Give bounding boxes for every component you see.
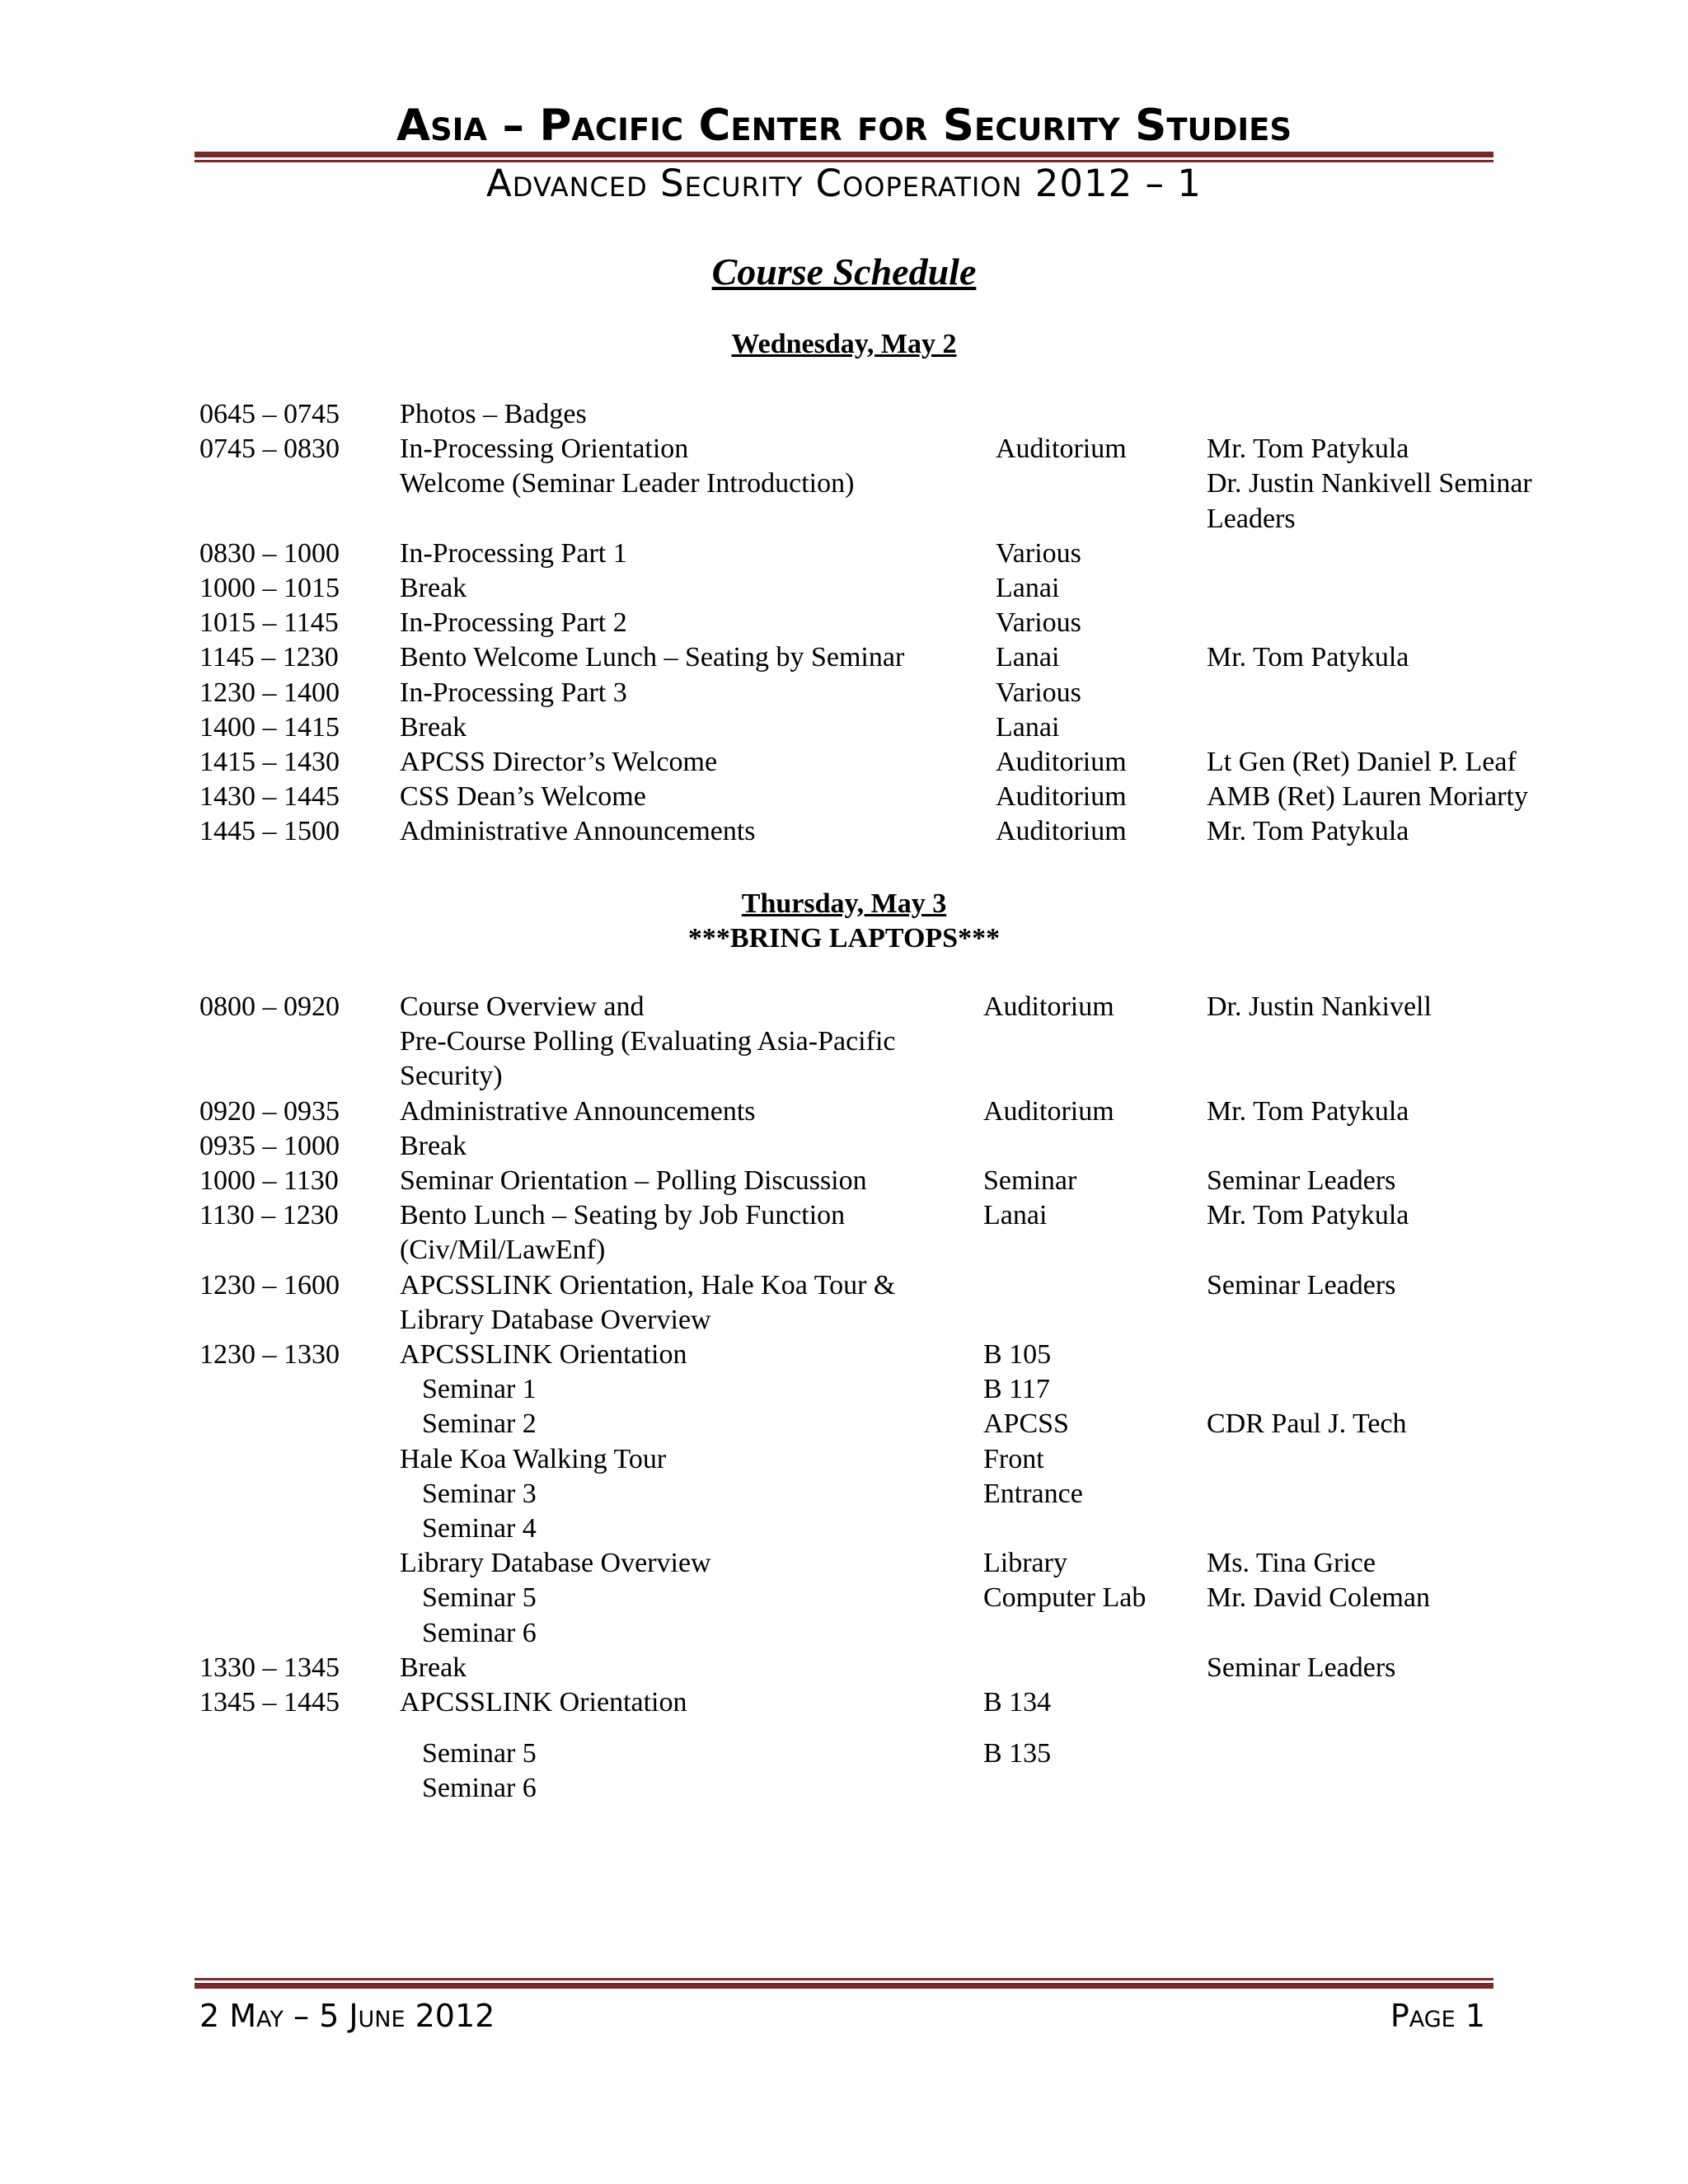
event-cell: Library Database Overview — [400, 1548, 711, 1579]
event-cell: Seminar 6 — [422, 1773, 537, 1804]
event-cell: Security) — [400, 1061, 503, 1092]
event-cell: Seminar 3 — [422, 1478, 537, 1509]
time-cell: 1015 – 1145 — [199, 607, 339, 639]
event-cell: Seminar 2 — [422, 1408, 537, 1440]
bring-laptops-note: ***BRING LAPTOPS*** — [687, 923, 1001, 954]
event-cell: Bento Lunch – Seating by Job Function — [400, 1200, 846, 1231]
event-cell: Break — [400, 711, 467, 743]
location-cell: B 134 — [983, 1687, 1052, 1718]
event-cell: Seminar 4 — [422, 1513, 537, 1544]
event-cell: Seminar Orientation – Polling Discussion — [400, 1165, 867, 1196]
location-cell: Various — [996, 537, 1081, 569]
event-cell: Administrative Announcements — [400, 1095, 756, 1127]
event-cell: APCSS Director’s Welcome — [400, 747, 718, 777]
event-cell: Photos – Badges — [400, 399, 587, 429]
location-cell: Auditorium — [996, 781, 1127, 813]
location-cell: Library — [983, 1548, 1067, 1579]
leader-cell: AMB (Ret) Lauren Moriarty — [1207, 781, 1528, 813]
event-cell: CSS Dean’s Welcome — [400, 781, 646, 813]
event-cell: In-Processing Part 2 — [400, 607, 627, 639]
footer-page-number: Page 1 — [1390, 1998, 1485, 2034]
location-cell: Auditorium — [983, 991, 1114, 1022]
time-cell: 0920 – 0935 — [199, 1095, 340, 1127]
header-title: Asia – Pacific Center for Security Studies — [396, 101, 1292, 151]
location-cell: Front — [983, 1443, 1044, 1474]
location-cell: B 117 — [983, 1374, 1050, 1405]
event-cell: Hale Koa Walking Tour — [400, 1443, 667, 1474]
location-cell: APCSS — [983, 1408, 1069, 1440]
event-cell: Break — [400, 573, 467, 603]
location-cell: Lanai — [983, 1200, 1048, 1231]
location-cell: Entrance — [983, 1478, 1083, 1509]
event-cell: Seminar 5 — [422, 1738, 537, 1769]
time-cell: 1415 – 1430 — [199, 747, 340, 777]
time-cell: 1430 – 1445 — [199, 781, 340, 813]
leader-cell: Dr. Justin Nankivell Seminar — [1207, 468, 1532, 499]
time-cell: 0800 – 0920 — [199, 991, 340, 1022]
event-cell: In-Processing Part 1 — [400, 537, 627, 569]
footer-rule-thin — [195, 1978, 1493, 1980]
location-cell: Auditorium — [996, 434, 1127, 465]
leader-cell: Ms. Tina Grice — [1207, 1548, 1376, 1579]
location-cell: Computer Lab — [983, 1582, 1146, 1614]
thursday-heading — [195, 887, 1493, 921]
time-cell: 1230 – 1600 — [199, 1269, 340, 1301]
document-title: Course Schedule — [711, 251, 977, 293]
header-subtitle: Advanced Security Cooperation 2012 – 1 — [486, 162, 1202, 205]
event-cell: Pre-Course Polling (Evaluating Asia-Pacific — [400, 1026, 896, 1057]
time-cell: 1345 – 1445 — [199, 1687, 340, 1718]
event-cell: Break — [400, 1130, 467, 1161]
event-cell: APCSSLINK Orientation, Hale Koa Tour & — [400, 1269, 896, 1301]
wednesday-heading — [195, 327, 1493, 362]
event-cell: APCSSLINK Orientation — [400, 1339, 687, 1370]
leader-cell: Mr. David Coleman — [1207, 1582, 1431, 1614]
leader-cell: Mr. Tom Patykula — [1207, 816, 1409, 847]
location-cell: Lanai — [996, 711, 1060, 743]
event-cell: Seminar 5 — [422, 1582, 537, 1614]
leader-cell: CDR Paul J. Tech — [1207, 1408, 1407, 1440]
wednesday-heading-text: Wednesday, May 2 — [731, 329, 957, 359]
leader-cell: Seminar Leaders — [1207, 1165, 1396, 1196]
location-cell: B 105 — [983, 1339, 1052, 1370]
location-cell: Various — [996, 607, 1081, 639]
leader-cell: Mr. Tom Patykula — [1207, 1200, 1409, 1231]
location-cell: Auditorium — [983, 1095, 1114, 1127]
leader-cell: Lt Gen (Ret) Daniel P. Leaf — [1207, 747, 1517, 777]
time-cell: 0745 – 0830 — [199, 434, 340, 465]
location-cell: Auditorium — [996, 816, 1127, 847]
location-cell: Seminar — [983, 1165, 1077, 1196]
footer-dates: 2 May – 5 June 2012 — [199, 1998, 495, 2034]
event-cell: Seminar 1 — [422, 1374, 537, 1405]
time-cell: 1130 – 1230 — [199, 1200, 339, 1231]
location-cell: Auditorium — [996, 747, 1127, 777]
event-cell: Course Overview and — [400, 991, 645, 1022]
leader-cell: Mr. Tom Patykula — [1207, 434, 1409, 465]
event-cell: APCSSLINK Orientation — [400, 1687, 687, 1718]
time-cell: 1230 – 1330 — [199, 1339, 340, 1370]
leader-cell: Mr. Tom Patykula — [1207, 1095, 1409, 1127]
event-cell: Seminar 6 — [422, 1617, 537, 1648]
time-cell: 0645 – 0745 — [199, 399, 340, 429]
event-cell: Break — [400, 1652, 467, 1683]
time-cell: 0830 – 1000 — [199, 537, 340, 569]
location-cell: B 135 — [983, 1738, 1052, 1769]
leader-cell: Dr. Justin Nankivell — [1207, 991, 1432, 1022]
time-cell: 0935 – 1000 — [199, 1130, 340, 1161]
event-cell: Bento Welcome Lunch – Seating by Seminar — [400, 642, 905, 673]
event-cell: (Civ/Mil/LawEnf) — [400, 1235, 606, 1266]
location-cell: Various — [996, 677, 1081, 708]
time-cell: 1445 – 1500 — [199, 816, 340, 847]
time-cell: 1330 – 1345 — [199, 1652, 340, 1683]
thursday-heading-text: Thursday, May 3 — [741, 888, 947, 919]
footer-rule-thick — [195, 1983, 1493, 1989]
leader-cell: Leaders — [1207, 503, 1296, 534]
event-cell: Welcome (Seminar Leader Introduction) — [400, 468, 855, 499]
leader-cell: Seminar Leaders — [1207, 1652, 1396, 1683]
location-cell: Lanai — [996, 642, 1060, 673]
time-cell: 1230 – 1400 — [199, 677, 340, 708]
event-cell: Administrative Announcements — [400, 816, 756, 847]
time-cell: 1000 – 1015 — [199, 573, 340, 603]
leader-cell: Mr. Tom Patykula — [1207, 642, 1409, 673]
time-cell: 1400 – 1415 — [199, 711, 340, 743]
location-cell: Lanai — [996, 573, 1060, 603]
event-cell: Library Database Overview — [400, 1304, 711, 1335]
time-cell: 1145 – 1230 — [199, 642, 339, 673]
event-cell: In-Processing Orientation — [400, 434, 689, 465]
time-cell: 1000 – 1130 — [199, 1165, 339, 1196]
leader-cell: Seminar Leaders — [1207, 1269, 1396, 1301]
event-cell: In-Processing Part 3 — [400, 677, 627, 708]
